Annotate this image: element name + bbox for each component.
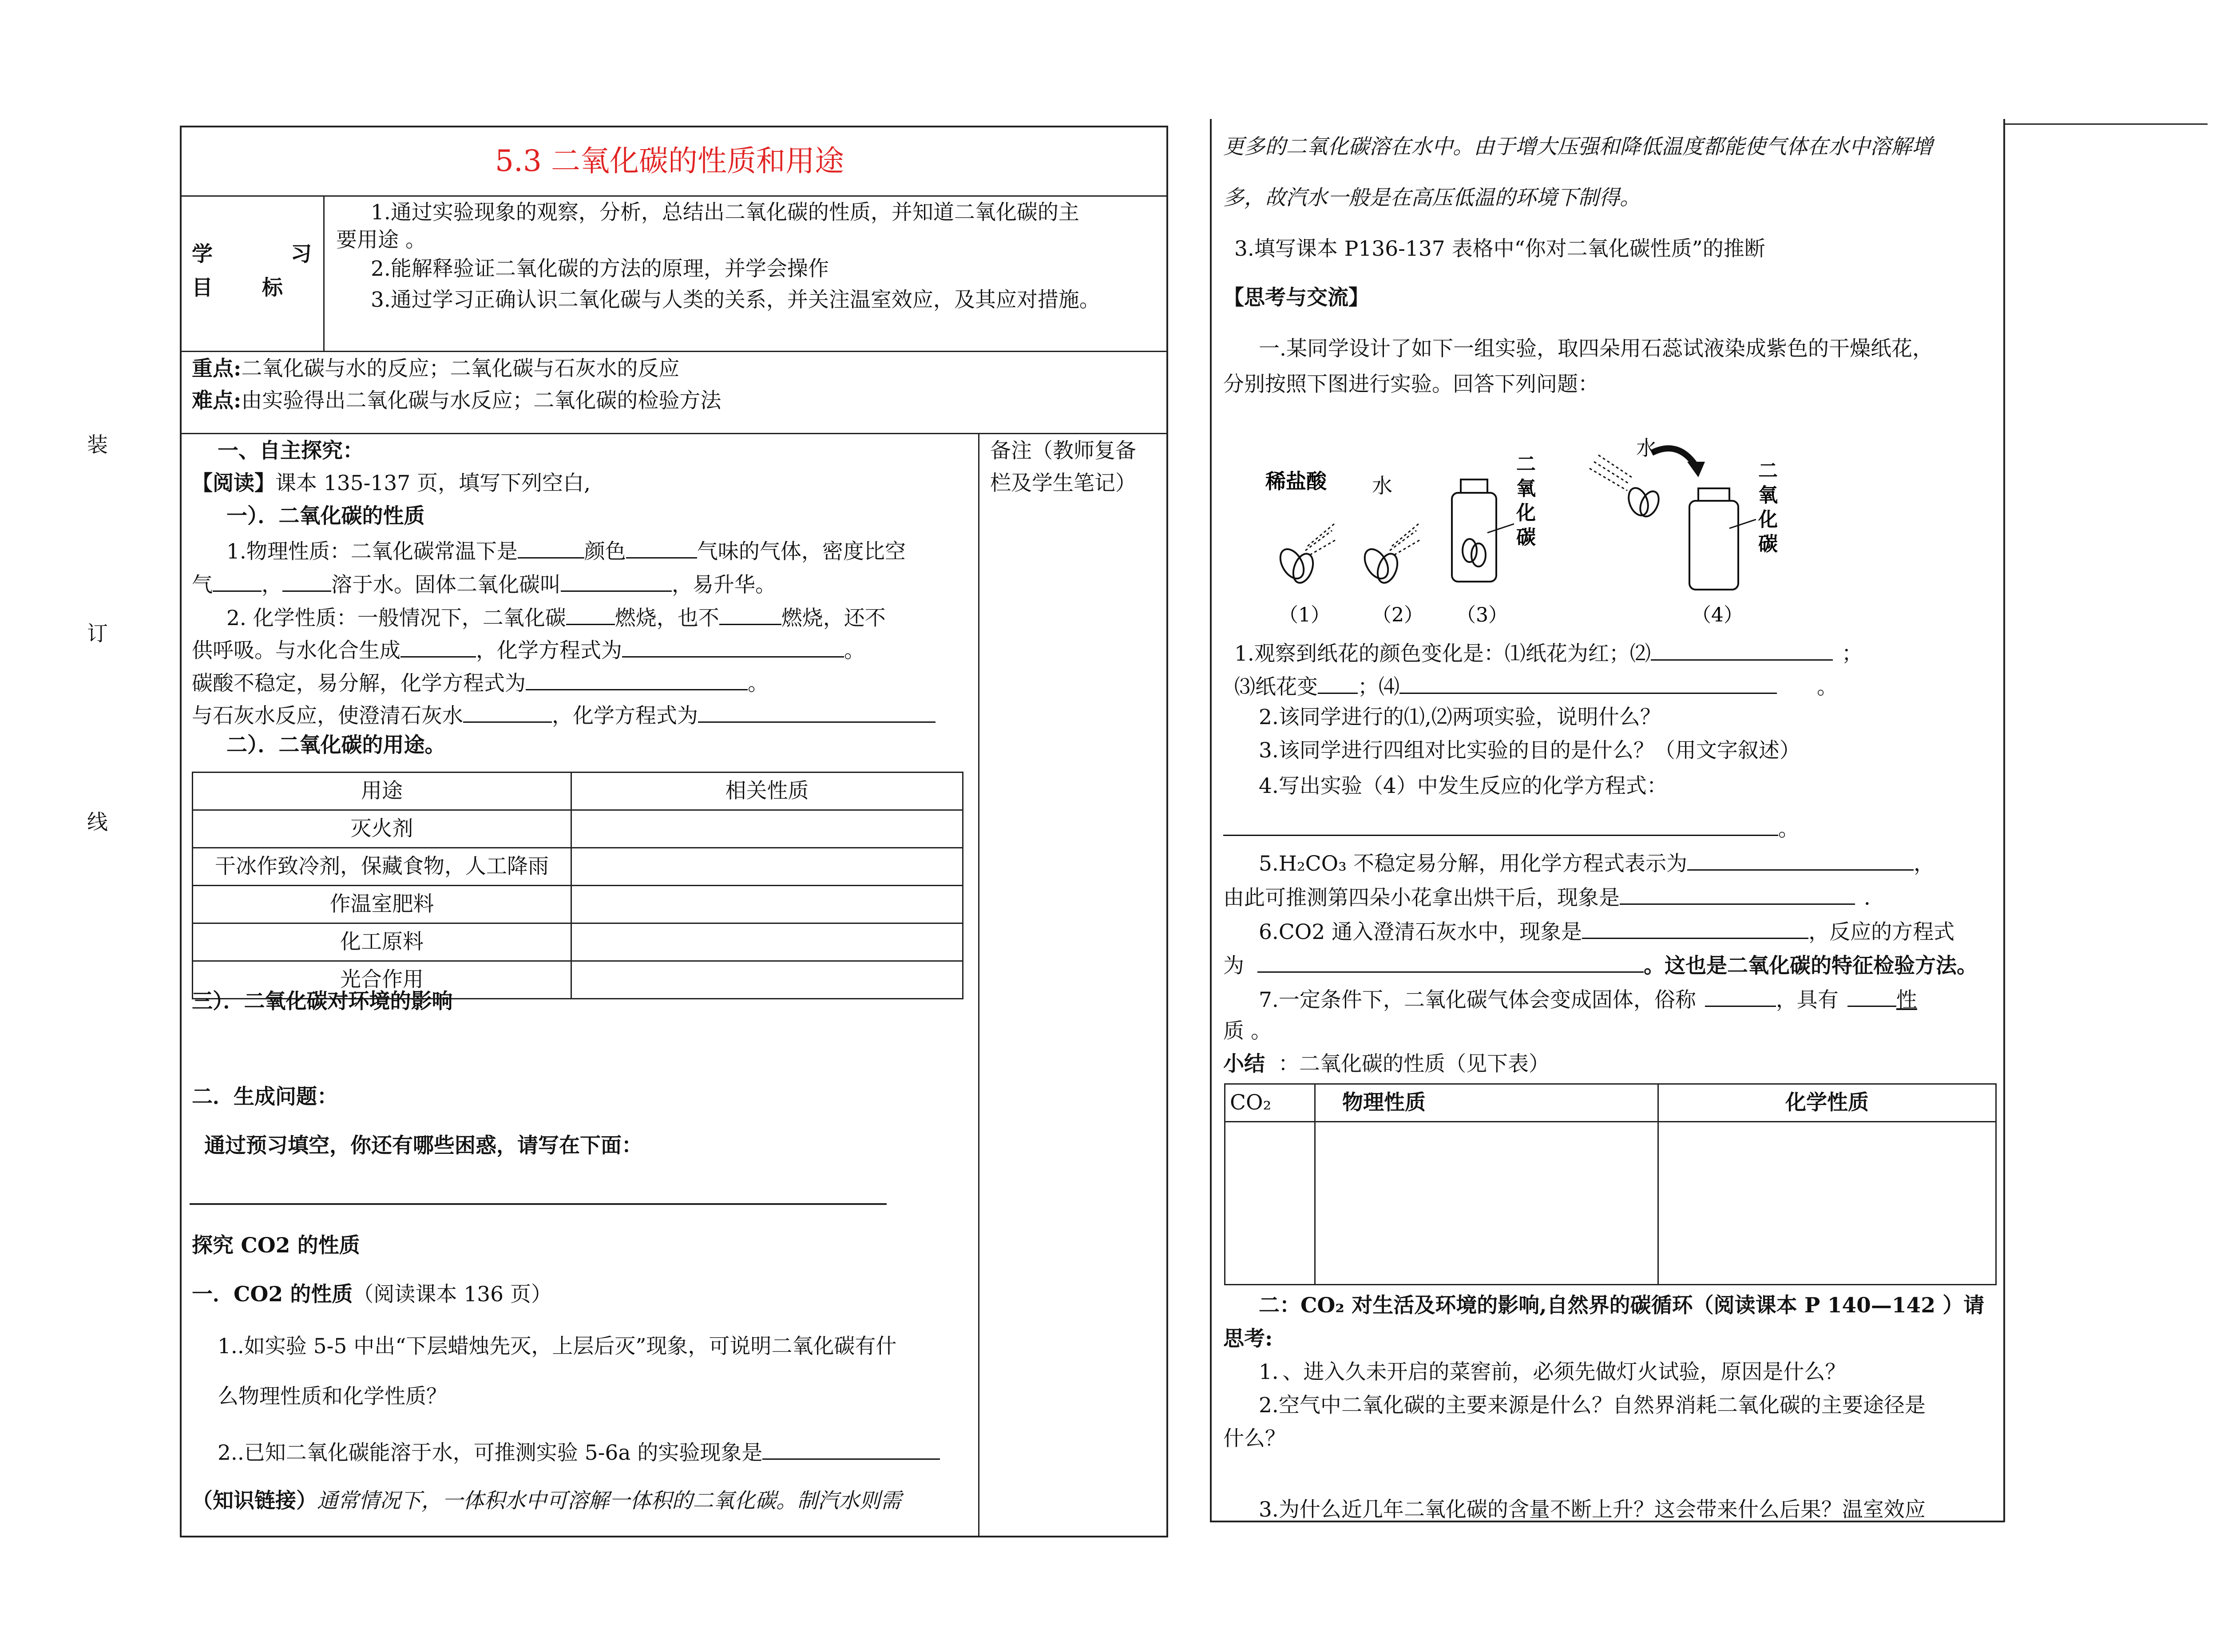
section-2-question: 通过预习填空，你还有哪些困惑，请写在下面：	[204, 1133, 642, 1158]
result-7b: 质 。	[1223, 1019, 1272, 1043]
explore-1-title: 一．CO2 的性质（阅读课本 136 页）	[192, 1282, 552, 1307]
flower-1	[1276, 524, 1336, 586]
right-cont-2: 多，故汽水一般是在高压低温的环境下制得。	[1223, 186, 1641, 210]
result-6a: 6.CO2 通入澄清石灰水中，现象是 ，反应的方程式	[1259, 915, 1954, 946]
chem-prop-line3: 碳酸不稳定，易分解，化学方程式为 。	[192, 667, 769, 697]
effect-title: 二：CO₂ 对生活及环境的影响,自然界的碳循环（阅读课本 P 140—142 ）请	[1259, 1293, 1985, 1318]
result-4-answer: 。	[1223, 812, 1799, 843]
chem-prop-line2: 供呼吸。与水化合生成 ，化学方程式为 。	[192, 634, 865, 665]
sub-1-title: 一）．二氧化碳的性质	[226, 504, 425, 528]
result-5a: 5.H₂CO₃ 不稳定易分解，用化学方程式表示为 ，	[1259, 847, 1935, 878]
key-points: 重点:二氧化碳与水的反应；二氧化碳与石灰水的反应	[192, 357, 680, 381]
goals-label-c: 目	[192, 276, 213, 300]
result-2: 2.该同学进行的⑴,⑵两项实验，说明什么？	[1259, 705, 1661, 729]
goal-3: 3.通过学习正确认识二氧化碳与人类的关系，并关注温室效应，及其应对措施。	[371, 288, 1100, 312]
sub-2-title: 二）．二氧化碳的用途。	[226, 733, 446, 757]
think-q1: 1．、进入久未开启的菜窖前，必须先做灯火试验，原因是什么？	[1259, 1360, 1846, 1384]
right-cont-1: 更多的二氧化碳溶在水中。由于增大压强和降低温度都能使气体在水中溶解增	[1223, 135, 1933, 159]
flower-2	[1360, 524, 1421, 586]
svg-text:氧: 氧	[1758, 484, 1778, 507]
svg-text:（4）: （4）	[1692, 604, 1743, 626]
explore-title: 探究 CO2 的性质	[192, 1233, 360, 1258]
binding-mark-ding: 订	[87, 622, 108, 646]
notes-header-2: 栏及学生笔记）	[990, 471, 1136, 495]
binding-mark-zhuang: 装	[87, 433, 108, 457]
result-6b: 为 。这也是二氧化碳的特征检验方法。	[1223, 949, 1978, 980]
think-q2b: 什么？	[1223, 1426, 1286, 1451]
knowledge-link: （知识链接）通常情况下，一体积水中可溶解一体积的二氧化碳。制汽水则需	[192, 1489, 901, 1513]
fig-acid-label: 稀盐酸	[1265, 469, 1327, 493]
chem-prop-line1: 2. 化学性质：一般情况下，二氧化碳 燃烧，也不 燃烧，还不	[226, 602, 886, 632]
jar-2	[1689, 488, 1756, 590]
think-q3: 3.为什么近几年二氧化碳的含量不断上升？这会带来什么后果？温室效应	[1259, 1497, 1926, 1522]
summary: 小结 ：二氧化碳的性质（见下表）	[1223, 1052, 1550, 1076]
read-line: 【阅读】课本 135-137 页，填写下列空白,	[192, 471, 591, 495]
goals-label-b: 习	[291, 242, 312, 266]
figure-numbers	[1279, 604, 1743, 626]
think-1b: 分别按照下图进行实验。回答下列问题：	[1223, 372, 1599, 396]
svg-text:二: 二	[1516, 453, 1536, 475]
svg-text:氧: 氧	[1516, 477, 1536, 500]
section-1-title: 一、自主探究：	[218, 439, 364, 463]
binding-mark-xian: 线	[87, 810, 108, 835]
table-row: 灭火剂	[193, 810, 963, 848]
svg-text:碳: 碳	[1516, 526, 1536, 549]
co2-label-a	[1516, 453, 1536, 549]
result-4: 4.写出实验（4）中发生反应的化学方程式：	[1259, 774, 1668, 798]
question-1a: 1..如实验 5-5 中出“下层蜡烛先灭，上层后灭”现象，可说明二氧化碳有什	[218, 1334, 897, 1359]
difficulty: 难点:由实验得出二氧化碳与水反应；二氧化碳的检验方法	[192, 388, 722, 413]
result-3: 3.该同学进行四组对比实验的目的是什么？（用文字叙述）	[1259, 738, 1800, 763]
chem-prop-line4: 与石灰水反应，使澄清石灰水 ，化学方程式为	[192, 699, 936, 730]
think-q2a: 2.空气中二氧化碳的主要来源是什么？自然界消耗二氧化碳的主要途径是	[1259, 1393, 1926, 1418]
goal-2: 2.能解释验证二氧化碳的方法的原理，并学会操作	[371, 257, 829, 281]
table-row: CO₂ 物理性质 化学性质	[1225, 1084, 1996, 1122]
goal-1-cont: 要用途 。	[336, 228, 426, 252]
notes-header-1: 备注（教师复备	[990, 439, 1136, 463]
table-row: 作温室肥料	[193, 886, 963, 923]
sub-3-title: 三）．二氧化碳对环境的影响	[192, 989, 453, 1014]
table-row	[1225, 1122, 1996, 1285]
svg-text:（3）: （3）	[1456, 604, 1508, 626]
jar-1	[1452, 479, 1514, 582]
think-1a: 一.某同学设计了如下一组实验，取四朵用石蕊试液染成紫色的干燥纸花，	[1259, 337, 1933, 361]
page-title: 5.3 二氧化碳的性质和用途	[495, 144, 844, 178]
question-2: 2..已知二氧化碳能溶于水，可推测实验 5-6a 的实验现象是	[218, 1436, 940, 1467]
svg-text:化: 化	[1516, 502, 1536, 524]
phys-prop-line2: 气 ， 溶于水。固体二氧化碳叫 ，易升华。	[192, 568, 776, 599]
fig-water2-label: 水	[1636, 436, 1657, 460]
result-5b: 由此可推测第四朵小花拿出烘干后，现象是 ．	[1223, 881, 1885, 912]
think-title: 【思考与交流】	[1223, 285, 1369, 310]
question-1b: 么物理性质和化学性质？	[218, 1384, 447, 1409]
table-row: 化工原料	[193, 923, 963, 961]
properties-table	[1224, 1083, 1997, 1285]
result-1b: ⑶纸花变 ；⑷ 。	[1234, 670, 1838, 701]
table-row: 光合作用	[193, 961, 963, 999]
svg-text:二: 二	[1758, 460, 1778, 482]
goals-label-d: 标	[262, 276, 283, 300]
svg-text:（1）: （1）	[1279, 604, 1330, 626]
result-1a: 1.观察到纸花的颜色变化是：⑴纸花为红；⑵ ；	[1234, 637, 1863, 668]
think-label: 思考:	[1223, 1327, 1273, 1351]
goals-label-a: 学	[192, 242, 213, 266]
answer-line	[190, 1203, 887, 1205]
svg-text:（2）: （2）	[1372, 604, 1423, 626]
co2-label-b	[1758, 460, 1778, 555]
uses-table	[192, 772, 963, 999]
svg-text:碳: 碳	[1758, 533, 1778, 555]
phys-prop-line1: 1.物理性质：二氧化碳常温下是 颜色 气味的气体，密度比空	[226, 535, 906, 566]
fig-water-label: 水	[1372, 474, 1392, 498]
result-7a: 7.一定条件下，二氧化碳气体会变成固体，俗称 ，具有 性	[1259, 983, 1917, 1014]
table-row: 用途 相关性质	[193, 773, 963, 810]
section-2-title: 二．生成问题：	[192, 1085, 338, 1109]
svg-text:化: 化	[1758, 508, 1778, 531]
goal-1: 1.通过实验现象的观察，分析，总结出二氧化碳的性质，并知道二氧化碳的主	[371, 200, 1079, 225]
experiment-figure	[1265, 435, 1798, 630]
table-row: 干冰作致冷剂，保藏食物，人工降雨	[193, 848, 963, 886]
question-3: 3.填写课本 P136-137 表格中“你对二氧化碳性质”的推断	[1234, 237, 1765, 261]
